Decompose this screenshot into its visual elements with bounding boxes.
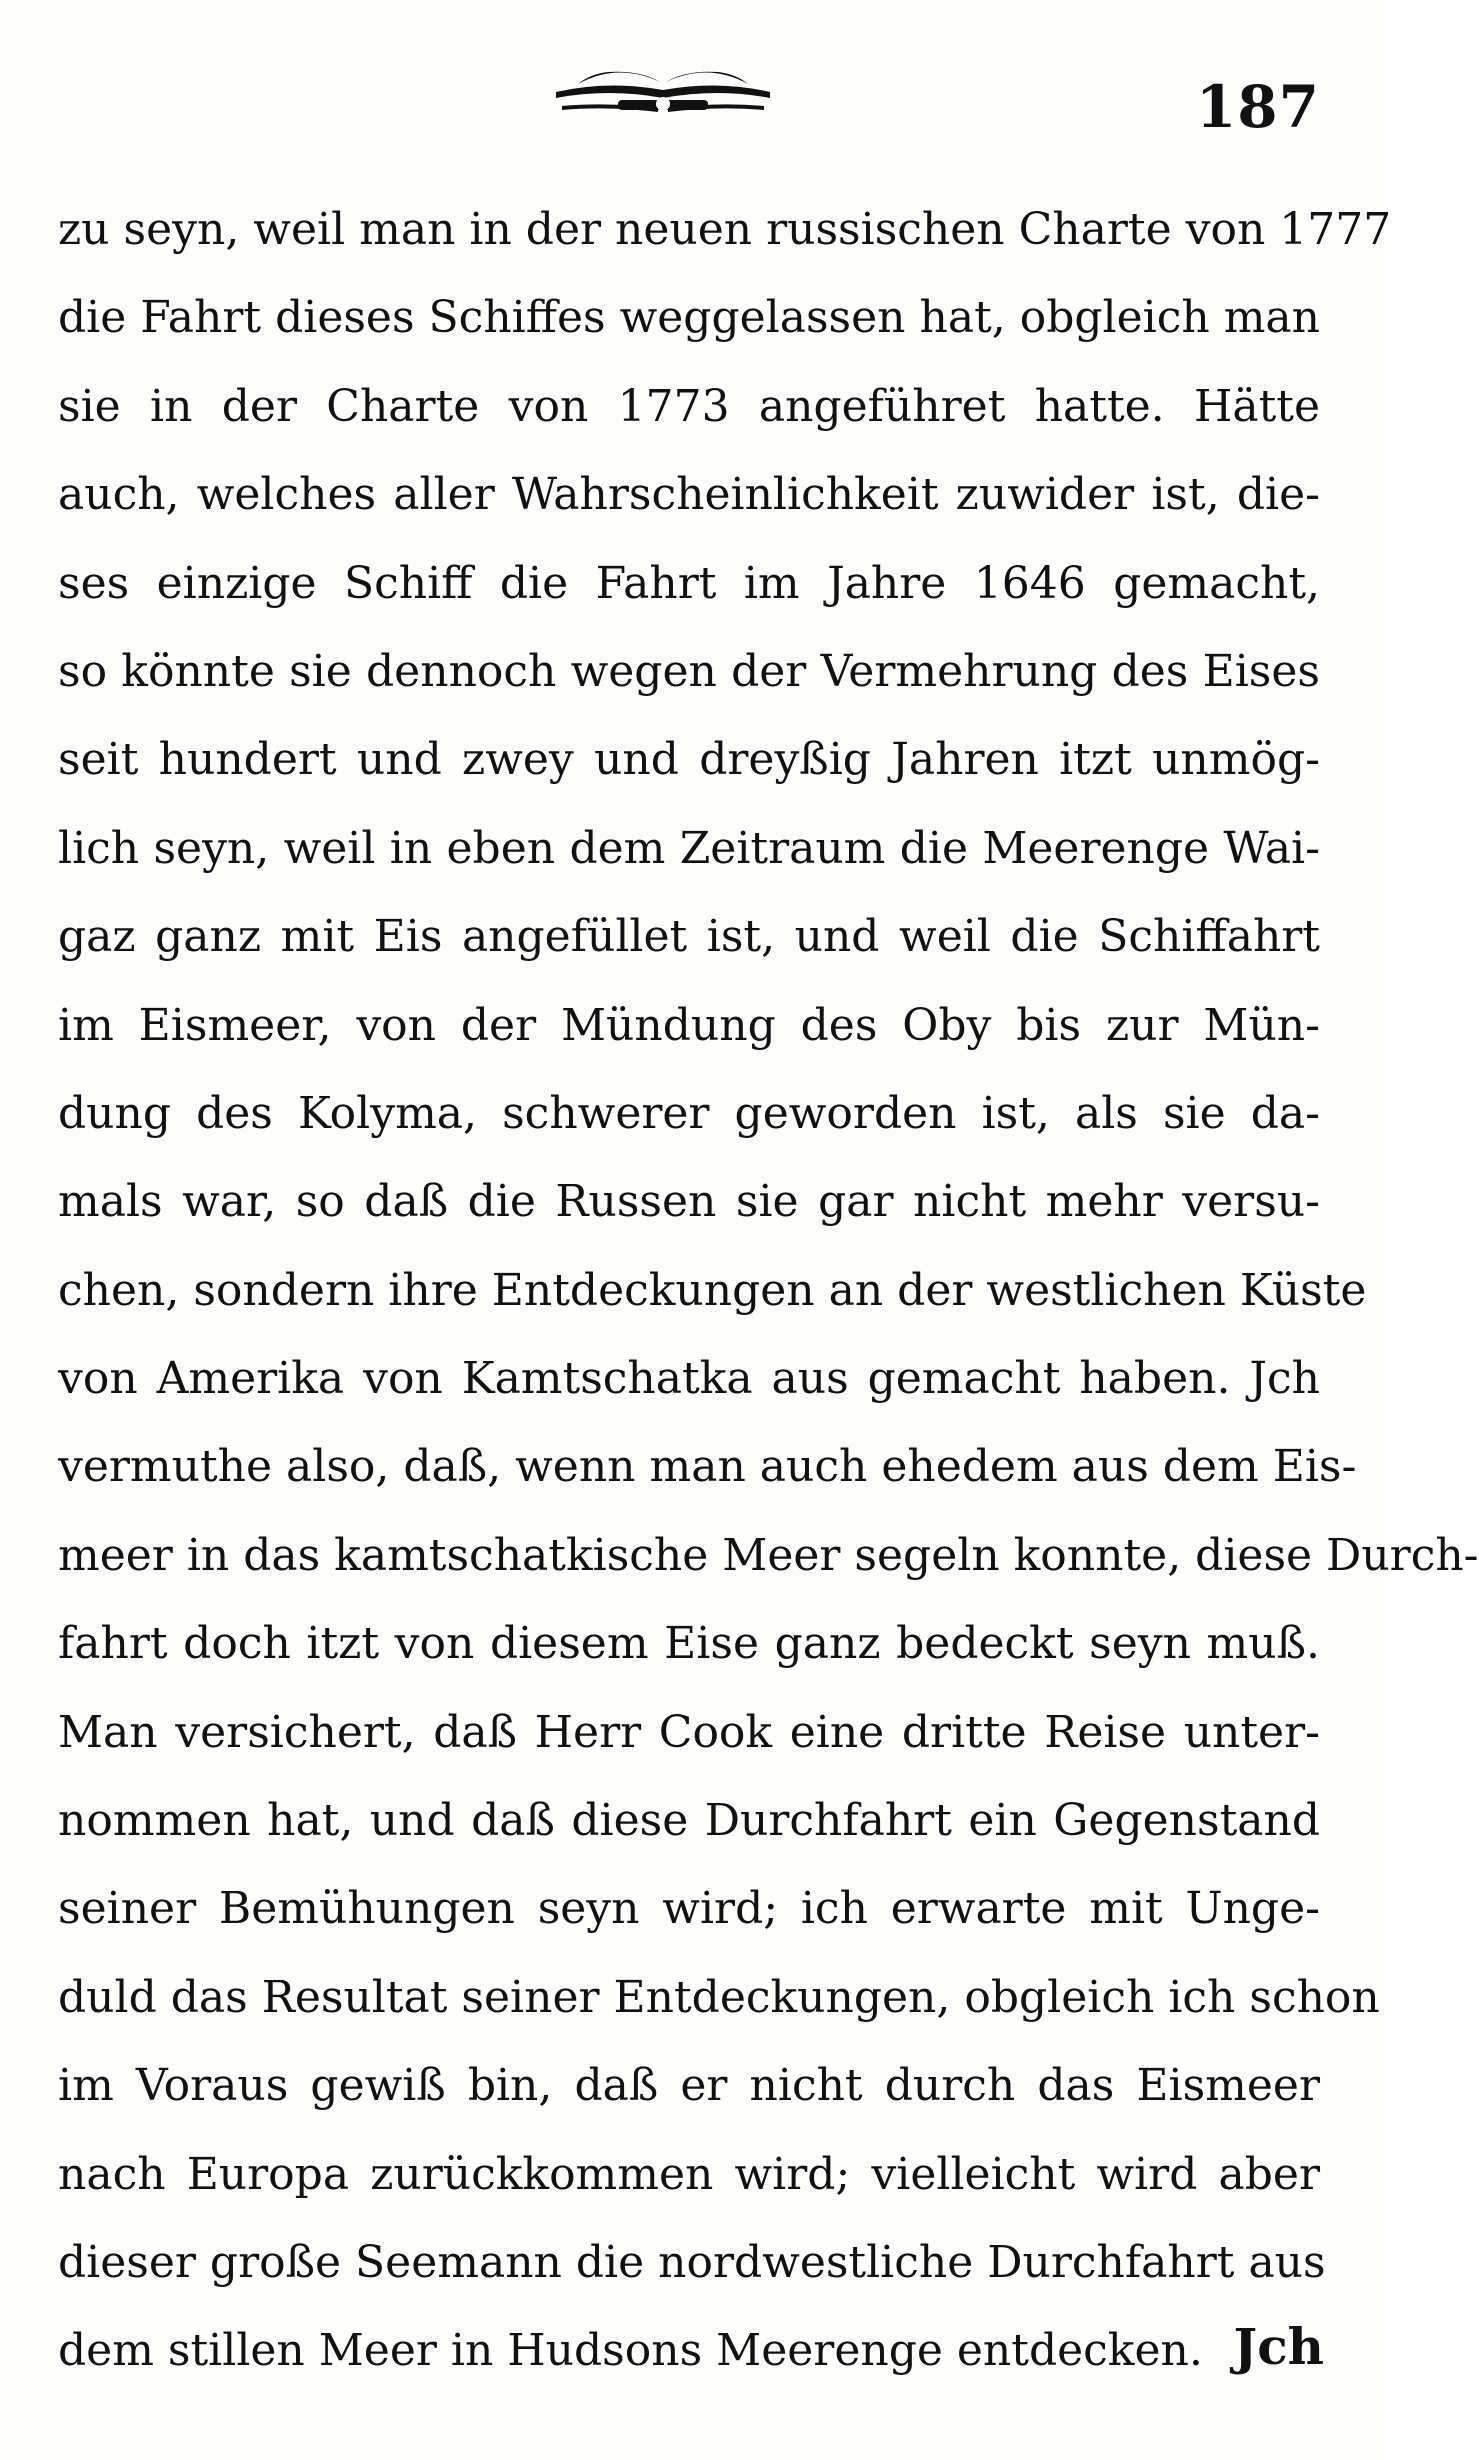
text-line: vermuthe also, daß, wenn man auch ehedem aus dem Eis- [58,1441,1357,1493]
text-line: im Eismeer, von der Mündung des Oby bis zur Mün- [58,999,1320,1051]
text-line: seit hundert und zwey und dreyßig Jahren itzt unmög- [58,734,1320,786]
text-line: gaz ganz mit Eis angefüllet ist, und weil die Schiffahrt [58,911,1320,963]
text-line: lich seyn, weil in eben dem Zeitraum die Meerenge Wai- [58,822,1320,874]
text-line: seiner Bemühungen seyn wird; ich erwarte mit Unge- [58,1883,1320,1935]
page-number: 187 [1195,73,1320,141]
text-line: die Fahrt dieses Schiffes weggelassen hat, obgleich man [58,292,1320,344]
text-line: so könnte sie dennoch wegen der Vermehrung des Eises [58,645,1320,697]
text-line: von Amerika von Kamtschatka aus gemacht haben. Jch [58,1353,1320,1405]
fleuron-ornament-icon [548,56,778,126]
text-line: chen, sondern ihre Entdeckungen an der westlichen Küste [58,1264,1367,1316]
text-line: mals war, so daß die Russen sie gar nicht mehr versu- [58,1176,1320,1228]
text-line: nach Europa zurückkommen wird; vielleicht wird aber [58,2148,1320,2200]
text-line: nommen hat, und daß diese Durchfahrt ein Gegenstand [58,1795,1320,1847]
text-line: duld das Resultat seiner Entdeckungen, obgleich ich schon [58,1971,1380,2023]
body-text [58,186,1479,2396]
catchword: Jch [1233,2317,1324,2376]
text-line: ses einzige Schiff die Fahrt im Jahre 1646 gemacht, [58,557,1320,609]
text-line: dung des Kolyma, schwerer geworden ist, als sie da- [58,1087,1320,1139]
text-line: im Voraus gewiß bin, daß er nicht durch das Eismeer [58,2060,1320,2112]
text-line: fahrt doch itzt von diesem Eise ganz bedeckt seyn muß. [58,1618,1320,1670]
text-line: zu seyn, weil man in der neuen russischen Charte von 1777 [58,204,1392,255]
text-line: dieser große Seemann die nordwestliche Durchfahrt aus [58,2236,1326,2288]
text-line: meer in das kamtschatkische Meer segeln konnte, diese Durch- [58,1529,1479,1581]
text-line: dem stillen Meer in Hudsons Meerenge entdecken. [58,2325,1203,2377]
text-line: sie in der Charte von 1773 angeführet hatte. Hätte [58,380,1320,432]
text-line: Man versichert, daß Herr Cook eine dritte Reise unter- [58,1706,1320,1758]
text-line: auch, welches aller Wahrscheinlichkeit zuwider ist, die- [58,469,1320,521]
